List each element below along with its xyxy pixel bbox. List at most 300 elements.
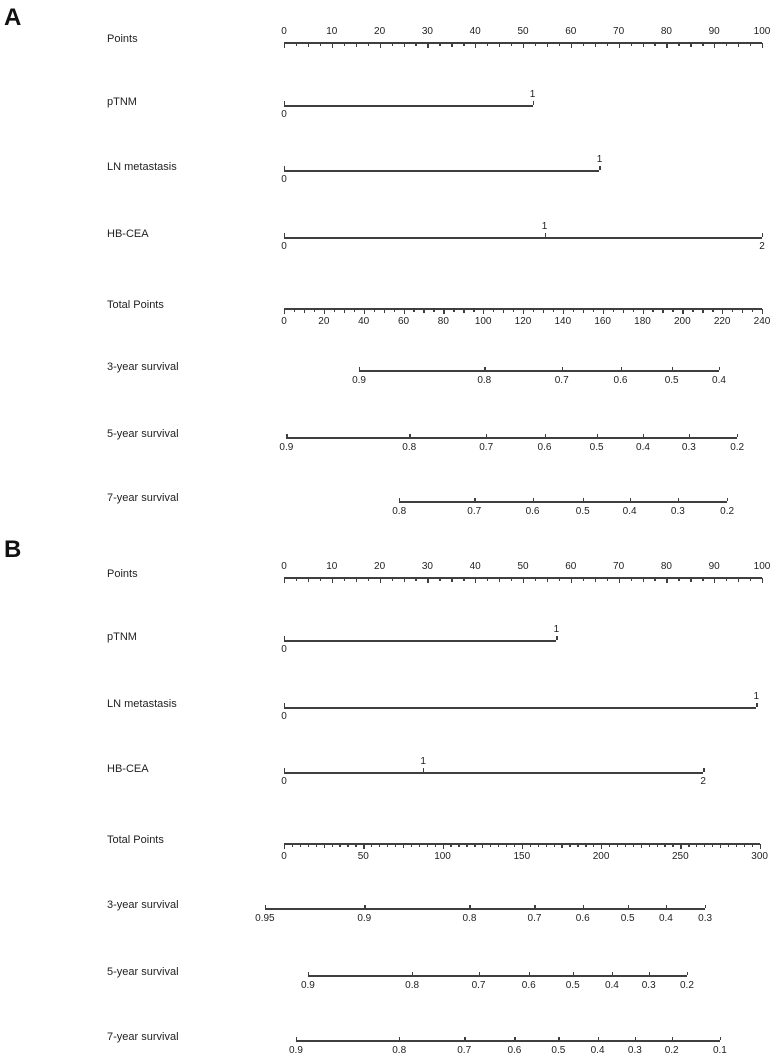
tick-points: [595, 578, 596, 582]
tick-ln-metastasis: [599, 166, 600, 170]
tick-label-3-year-survival: 0.5: [620, 913, 635, 924]
row-label-total-points: Total Points: [107, 299, 164, 311]
tick-total-points: [546, 844, 547, 846]
tick-points: [571, 578, 572, 583]
tick-points: [487, 578, 488, 580]
row-label-3-year-survival: 3-year survival: [107, 361, 179, 373]
tick-total-points: [672, 844, 673, 846]
tick-label-points: 50: [517, 26, 529, 37]
tick-points: [344, 43, 345, 45]
tick-total-points: [304, 309, 305, 313]
tick-3-year-survival: [583, 905, 584, 909]
tick-total-points: [284, 309, 285, 314]
tick-total-points: [374, 309, 375, 311]
tick-total-points: [712, 309, 713, 311]
tick-7-year-survival: [533, 498, 534, 502]
tick-3-year-survival: [621, 367, 622, 371]
tick-5-year-survival: [597, 434, 598, 438]
tick-total-points: [347, 844, 348, 846]
tick-label-5-year-survival: 0.2: [680, 980, 694, 991]
tick-label-points: 40: [469, 561, 481, 572]
value-label-hb-cea: 1: [541, 221, 548, 232]
tick-total-points: [498, 844, 499, 846]
tick-points: [415, 43, 416, 45]
tick-label-7-year-survival: 0.6: [507, 1045, 522, 1056]
tick-points: [296, 578, 297, 580]
tick-points: [535, 578, 536, 580]
value-label-ptnm: 1: [553, 624, 560, 635]
tick-total-points: [563, 309, 564, 314]
tick-points: [762, 43, 763, 48]
tick-total-points: [601, 844, 602, 849]
tick-total-points: [752, 309, 753, 311]
tick-7-year-survival: [672, 1037, 673, 1041]
tick-5-year-survival: [412, 972, 413, 976]
tick-5-year-survival: [689, 434, 690, 438]
tick-total-points: [585, 844, 586, 846]
tick-label-5-year-survival: 0.8: [405, 980, 420, 991]
axis-line-ln-metastasis: [284, 707, 756, 709]
row-label-3-year-survival: 3-year survival: [107, 899, 179, 911]
value-label-ptnm: 0: [281, 644, 287, 655]
tick-points: [463, 43, 464, 45]
tick-points: [308, 578, 309, 582]
tick-label-points: 10: [326, 26, 338, 37]
tick-total-points: [613, 309, 614, 311]
tick-total-points: [395, 844, 396, 846]
tick-total-points: [736, 844, 737, 846]
tick-points: [356, 43, 357, 47]
tick-points: [392, 578, 393, 580]
tick-label-7-year-survival: 0.8: [392, 1045, 407, 1056]
tick-label-3-year-survival: 0.8: [462, 913, 477, 924]
tick-total-points: [503, 309, 504, 313]
tick-3-year-survival: [534, 905, 535, 909]
tick-points: [583, 578, 584, 580]
tick-ptnm: [284, 636, 285, 640]
tick-label-5-year-survival: 0.9: [279, 442, 294, 453]
tick-label-7-year-survival: 0.5: [575, 506, 590, 517]
tick-label-7-year-survival: 0.2: [664, 1045, 679, 1056]
tick-label-5-year-survival: 0.5: [589, 442, 604, 453]
tick-total-points: [680, 844, 681, 849]
tick-label-total-points: 100: [434, 851, 451, 862]
tick-5-year-survival: [612, 972, 613, 976]
tick-label-5-year-survival: 0.4: [636, 442, 650, 453]
tick-total-points: [466, 844, 467, 846]
tick-total-points: [314, 309, 315, 311]
tick-total-points: [355, 844, 356, 846]
tick-points: [547, 43, 548, 47]
tick-total-points: [577, 844, 578, 846]
tick-7-year-survival: [474, 498, 475, 502]
tick-label-total-points: 180: [634, 316, 651, 327]
tick-label-total-points: 160: [594, 316, 611, 327]
tick-label-5-year-survival: 0.2: [730, 442, 745, 453]
tick-points: [380, 578, 381, 583]
tick-label-total-points: 220: [713, 316, 731, 327]
tick-total-points: [523, 309, 524, 314]
tick-total-points: [593, 844, 594, 846]
tick-label-total-points: 100: [474, 316, 492, 327]
tick-label-total-points: 150: [513, 851, 531, 862]
panel-a-label: A: [4, 4, 22, 31]
tick-total-points: [762, 309, 763, 314]
tick-7-year-survival: [678, 498, 679, 502]
value-label-hb-cea: 0: [281, 241, 287, 252]
tick-total-points: [623, 309, 624, 313]
tick-points: [439, 43, 440, 45]
tick-7-year-survival: [727, 498, 728, 502]
tick-total-points: [704, 844, 705, 846]
tick-5-year-survival: [409, 434, 410, 438]
tick-label-7-year-survival: 0.4: [590, 1045, 605, 1056]
tick-total-points: [553, 309, 554, 311]
tick-3-year-survival: [719, 367, 720, 371]
tick-label-7-year-survival: 0.8: [392, 506, 407, 517]
tick-total-points: [522, 844, 523, 849]
tick-total-points: [664, 844, 665, 846]
tick-total-points: [490, 844, 491, 846]
axis-line-ptnm: [284, 640, 556, 642]
tick-total-points: [324, 309, 325, 314]
tick-points: [702, 43, 703, 45]
value-label-hb-cea: 0: [281, 776, 287, 787]
tick-ptnm: [533, 101, 534, 105]
value-label-ptnm: 1: [529, 89, 536, 100]
tick-label-points: 20: [374, 26, 386, 37]
row-label-ptnm: pTNM: [107, 96, 137, 108]
tick-ptnm: [284, 101, 285, 105]
tick-total-points: [513, 309, 514, 311]
tick-label-total-points: 300: [751, 851, 768, 862]
tick-points: [392, 43, 393, 45]
tick-points: [726, 43, 727, 45]
tick-total-points: [609, 844, 610, 846]
tick-points: [559, 43, 560, 45]
tick-ln-metastasis: [284, 703, 285, 707]
tick-hb-cea: [423, 768, 424, 772]
tick-7-year-survival: [635, 1037, 636, 1041]
row-label-ln-metastasis: LN metastasis: [107, 698, 177, 710]
row-label-hb-cea: HB-CEA: [107, 763, 149, 775]
tick-points: [356, 578, 357, 582]
tick-total-points: [728, 844, 729, 846]
tick-label-5-year-survival: 0.3: [681, 442, 696, 453]
row-label-5-year-survival: 5-year survival: [107, 428, 179, 440]
tick-points: [475, 578, 476, 583]
tick-points: [380, 43, 381, 48]
tick-total-points: [433, 309, 434, 311]
tick-total-points: [419, 844, 420, 846]
row-label-5-year-survival: 5-year survival: [107, 966, 179, 978]
tick-points: [475, 43, 476, 48]
tick-hb-cea: [545, 233, 546, 237]
tick-label-points: 80: [660, 561, 672, 572]
tick-5-year-survival: [649, 972, 650, 976]
tick-total-points: [403, 844, 404, 848]
tick-total-points: [450, 844, 451, 846]
tick-points: [284, 578, 285, 583]
tick-label-total-points: 0: [281, 316, 287, 327]
tick-label-5-year-survival: 0.7: [471, 980, 486, 991]
tick-total-points: [379, 844, 380, 846]
tick-total-points: [692, 309, 693, 311]
tick-3-year-survival: [364, 905, 365, 909]
tick-label-total-points: 120: [514, 316, 532, 327]
value-label-ln-metastasis: 1: [753, 691, 760, 702]
tick-points: [619, 578, 620, 583]
axis-line-7-year-survival: [296, 1040, 720, 1042]
tick-points: [547, 578, 548, 582]
tick-total-points: [573, 309, 574, 311]
tick-label-total-points: 250: [671, 851, 689, 862]
tick-total-points: [617, 844, 618, 846]
axis-line-hb-cea: [284, 772, 703, 774]
tick-total-points: [732, 309, 733, 311]
tick-label-3-year-survival: 0.4: [658, 913, 673, 924]
row-label-hb-cea: HB-CEA: [107, 228, 149, 240]
tick-total-points: [324, 844, 325, 848]
tick-total-points: [308, 844, 309, 846]
tick-total-points: [554, 844, 555, 846]
tick-label-7-year-survival: 0.7: [457, 1045, 472, 1056]
tick-points: [463, 578, 464, 580]
tick-total-points: [294, 309, 295, 311]
tick-points: [666, 578, 667, 583]
tick-points: [750, 43, 751, 45]
tick-total-points: [720, 844, 721, 848]
tick-total-points: [657, 844, 658, 846]
tick-points: [284, 43, 285, 48]
tick-points: [631, 43, 632, 45]
tick-label-total-points: 80: [437, 316, 449, 327]
panel-b-label: B: [4, 536, 22, 563]
tick-label-points: 50: [517, 561, 529, 572]
tick-7-year-survival: [464, 1037, 465, 1041]
tick-points: [714, 43, 715, 48]
tick-total-points: [482, 844, 483, 848]
tick-label-total-points: 140: [554, 316, 572, 327]
tick-points: [607, 578, 608, 580]
tick-total-points: [413, 309, 414, 311]
tick-label-5-year-survival: 0.3: [641, 980, 656, 991]
tick-label-points: 70: [613, 26, 625, 37]
tick-label-3-year-survival: 0.8: [477, 375, 492, 386]
tick-5-year-survival: [286, 434, 287, 438]
tick-label-3-year-survival: 0.5: [664, 375, 679, 386]
tick-total-points: [712, 844, 713, 846]
tick-points: [404, 43, 405, 47]
tick-5-year-survival: [687, 972, 688, 976]
tick-total-points: [493, 309, 494, 311]
tick-total-points: [334, 309, 335, 311]
tick-total-points: [583, 309, 584, 313]
tick-7-year-survival: [296, 1037, 297, 1041]
tick-points: [583, 43, 584, 45]
tick-total-points: [344, 309, 345, 313]
tick-total-points: [744, 844, 745, 846]
tick-label-points: 100: [753, 26, 771, 37]
tick-total-points: [284, 844, 285, 849]
tick-7-year-survival: [598, 1037, 599, 1041]
tick-label-3-year-survival: 0.6: [575, 913, 590, 924]
tick-points: [631, 578, 632, 580]
tick-label-total-points: 20: [318, 316, 330, 327]
tick-3-year-survival: [265, 905, 266, 909]
tick-total-points: [593, 309, 594, 311]
tick-total-points: [300, 844, 301, 846]
tick-hb-cea: [762, 233, 763, 237]
value-label-ln-metastasis: 0: [281, 711, 287, 722]
tick-total-points: [760, 844, 761, 849]
tick-points: [320, 578, 321, 580]
value-label-ptnm: 0: [281, 109, 287, 120]
row-label-points: Points: [107, 33, 138, 45]
tick-total-points: [533, 309, 534, 311]
value-label-ln-metastasis: 1: [596, 154, 603, 165]
tick-points: [451, 578, 452, 582]
tick-label-points: 40: [469, 26, 481, 37]
tick-7-year-survival: [720, 1037, 721, 1041]
tick-label-3-year-survival: 0.4: [712, 375, 726, 386]
tick-5-year-survival: [529, 972, 530, 976]
tick-points: [320, 43, 321, 45]
tick-total-points: [443, 844, 444, 849]
tick-label-points: 80: [660, 26, 672, 37]
tick-total-points: [625, 844, 626, 846]
tick-label-points: 60: [565, 561, 577, 572]
tick-total-points: [696, 844, 697, 846]
axis-line-3-year-survival: [265, 908, 705, 910]
tick-total-points: [722, 309, 723, 314]
tick-label-points: 70: [613, 561, 625, 572]
tick-points: [714, 578, 715, 583]
tick-points: [451, 43, 452, 47]
tick-total-points: [543, 309, 544, 313]
tick-7-year-survival: [630, 498, 631, 502]
tick-total-points: [633, 844, 634, 846]
tick-label-5-year-survival: 0.5: [565, 980, 580, 991]
tick-total-points: [292, 844, 293, 846]
tick-total-points: [641, 844, 642, 848]
tick-total-points: [339, 844, 340, 846]
tick-label-total-points: 40: [358, 316, 370, 327]
tick-points: [702, 578, 703, 580]
tick-label-7-year-survival: 0.7: [467, 506, 482, 517]
tick-points: [678, 43, 679, 45]
tick-points: [415, 578, 416, 580]
tick-total-points: [569, 844, 570, 846]
tick-points: [619, 43, 620, 48]
tick-total-points: [603, 309, 604, 314]
tick-3-year-survival: [666, 905, 667, 909]
tick-total-points: [387, 844, 388, 846]
tick-points: [332, 43, 333, 48]
axis-line-hb-cea: [284, 237, 762, 239]
value-label-hb-cea: 2: [759, 241, 765, 252]
axis-line-5-year-survival: [286, 437, 737, 439]
tick-label-5-year-survival: 0.6: [537, 442, 552, 453]
tick-total-points: [474, 844, 475, 846]
tick-5-year-survival: [643, 434, 644, 438]
tick-7-year-survival: [399, 498, 400, 502]
tick-label-points: 90: [708, 561, 720, 572]
tick-total-points: [458, 844, 459, 846]
tick-label-points: 0: [281, 26, 287, 37]
tick-points: [511, 578, 512, 580]
tick-label-7-year-survival: 0.9: [288, 1045, 303, 1056]
row-label-ptnm: pTNM: [107, 631, 137, 643]
tick-total-points: [473, 309, 474, 311]
tick-points: [571, 43, 572, 48]
row-label-7-year-survival: 7-year survival: [107, 1031, 179, 1043]
tick-label-points: 30: [421, 26, 433, 37]
tick-total-points: [371, 844, 372, 846]
tick-points: [643, 578, 644, 582]
tick-label-5-year-survival: 0.9: [300, 980, 315, 991]
tick-total-points: [443, 309, 444, 314]
tick-7-year-survival: [583, 498, 584, 502]
tick-3-year-survival: [562, 367, 563, 371]
tick-total-points: [561, 844, 562, 848]
tick-points: [678, 578, 679, 580]
tick-ptnm: [556, 636, 557, 640]
tick-total-points: [643, 309, 644, 314]
axis-line-3-year-survival: [359, 370, 719, 372]
tick-total-points: [453, 309, 454, 311]
tick-7-year-survival: [514, 1037, 515, 1041]
tick-hb-cea: [284, 768, 285, 772]
tick-total-points: [742, 309, 743, 313]
tick-points: [511, 43, 512, 45]
tick-total-points: [662, 309, 663, 313]
tick-total-points: [332, 844, 333, 846]
tick-label-points: 60: [565, 26, 577, 37]
tick-total-points: [423, 309, 424, 313]
tick-total-points: [514, 844, 515, 846]
tick-total-points: [530, 844, 531, 846]
tick-total-points: [652, 309, 653, 311]
tick-label-points: 0: [281, 561, 287, 572]
tick-label-3-year-survival: 0.7: [527, 913, 542, 924]
tick-label-total-points: 200: [592, 851, 610, 862]
tick-label-3-year-survival: 0.95: [255, 913, 275, 924]
tick-total-points: [682, 309, 683, 314]
tick-points: [404, 578, 405, 582]
tick-label-total-points: 240: [753, 316, 771, 327]
tick-5-year-survival: [486, 434, 487, 438]
tick-label-points: 30: [421, 561, 433, 572]
tick-label-3-year-survival: 0.9: [352, 375, 366, 386]
tick-label-7-year-survival: 0.3: [670, 506, 685, 517]
tick-label-points: 10: [326, 561, 338, 572]
tick-points: [535, 43, 536, 45]
tick-total-points: [435, 844, 436, 846]
tick-label-7-year-survival: 0.4: [622, 506, 637, 517]
tick-points: [499, 43, 500, 47]
tick-5-year-survival: [479, 972, 480, 976]
tick-total-points: [483, 309, 484, 314]
axis-line-ptnm: [284, 105, 533, 107]
axis-line-5-year-survival: [308, 975, 687, 977]
tick-total-points: [364, 309, 365, 314]
tick-7-year-survival: [558, 1037, 559, 1041]
tick-points: [654, 578, 655, 580]
tick-label-7-year-survival: 0.6: [525, 506, 540, 517]
tick-total-points: [688, 844, 689, 846]
tick-points: [595, 43, 596, 47]
